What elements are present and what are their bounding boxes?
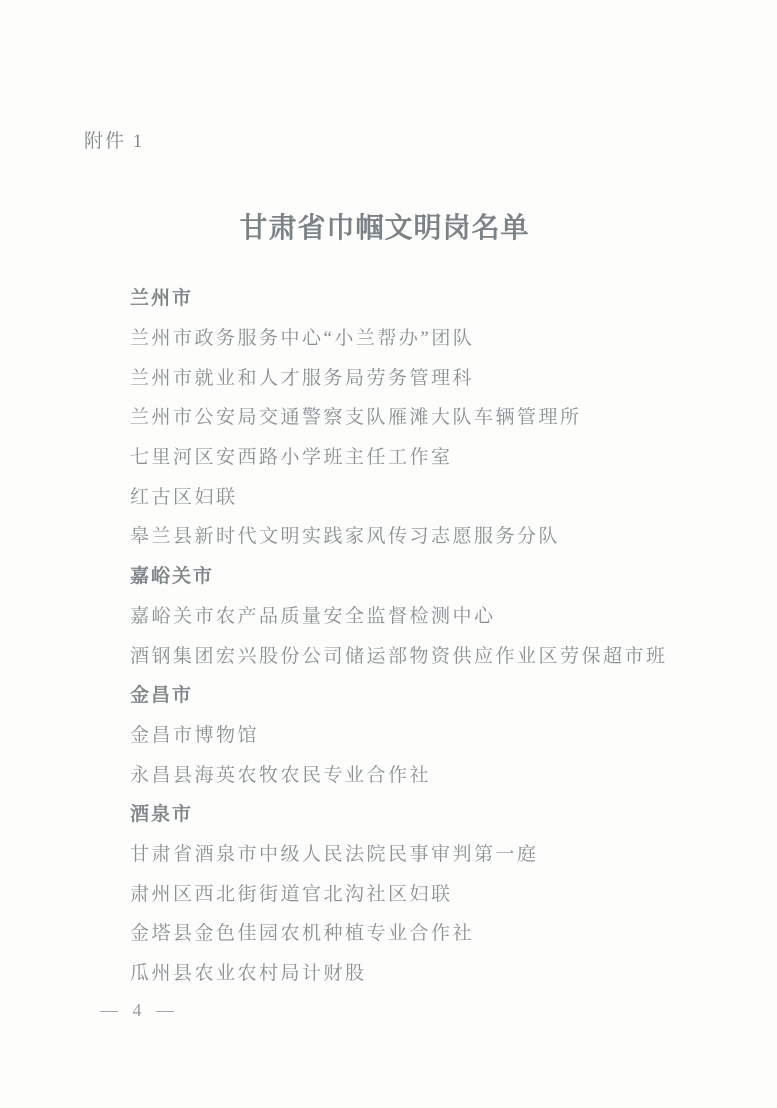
city-header-jiayuguan: 嘉峪关市 [130,566,215,588]
list-item: 兰州市就业和人才服务局劳务管理科 [130,367,475,389]
city-header-lanzhou: 兰州市 [130,288,194,310]
list-item: 兰州市公安局交通警察支队雁滩大队车辆管理所 [130,407,582,429]
city-header-jinchang: 金昌市 [130,685,194,707]
page-title: 甘肃省巾帼文明岗名单 [239,213,530,244]
list-item: 嘉峪关市农产品质量安全监督检测中心 [130,605,496,627]
list-item: 肃州区西北街街道官北沟社区妇联 [130,883,453,905]
list-item: 酒钢集团宏兴股份公司储运部物资供应作业区劳保超市班 [130,645,668,667]
list-item: 七里河区安西路小学班主任工作室 [130,447,453,469]
list-item: 甘肃省酒泉市中级人民法院民事审判第一庭 [130,843,539,865]
attachment-label: 附件 1 [84,131,145,152]
page-number: — 4 — [100,1000,175,1020]
list-item: 金昌市博物馆 [130,724,260,746]
list-item: 兰州市政务服务中心“小兰帮办”团队 [130,328,475,350]
list-item: 瓜州县农业农村局计财股 [130,963,367,985]
award-name-list [130,277,737,991]
list-item: 永昌县海英农牧农民专业合作社 [130,764,432,786]
list-item: 红古区妇联 [130,486,238,508]
city-header-jiuquan: 酒泉市 [130,804,194,826]
list-item: 皋兰县新时代文明实践家风传习志愿服务分队 [130,526,561,548]
list-item: 金塔县金色佳园农机种植专业合作社 [130,923,475,945]
